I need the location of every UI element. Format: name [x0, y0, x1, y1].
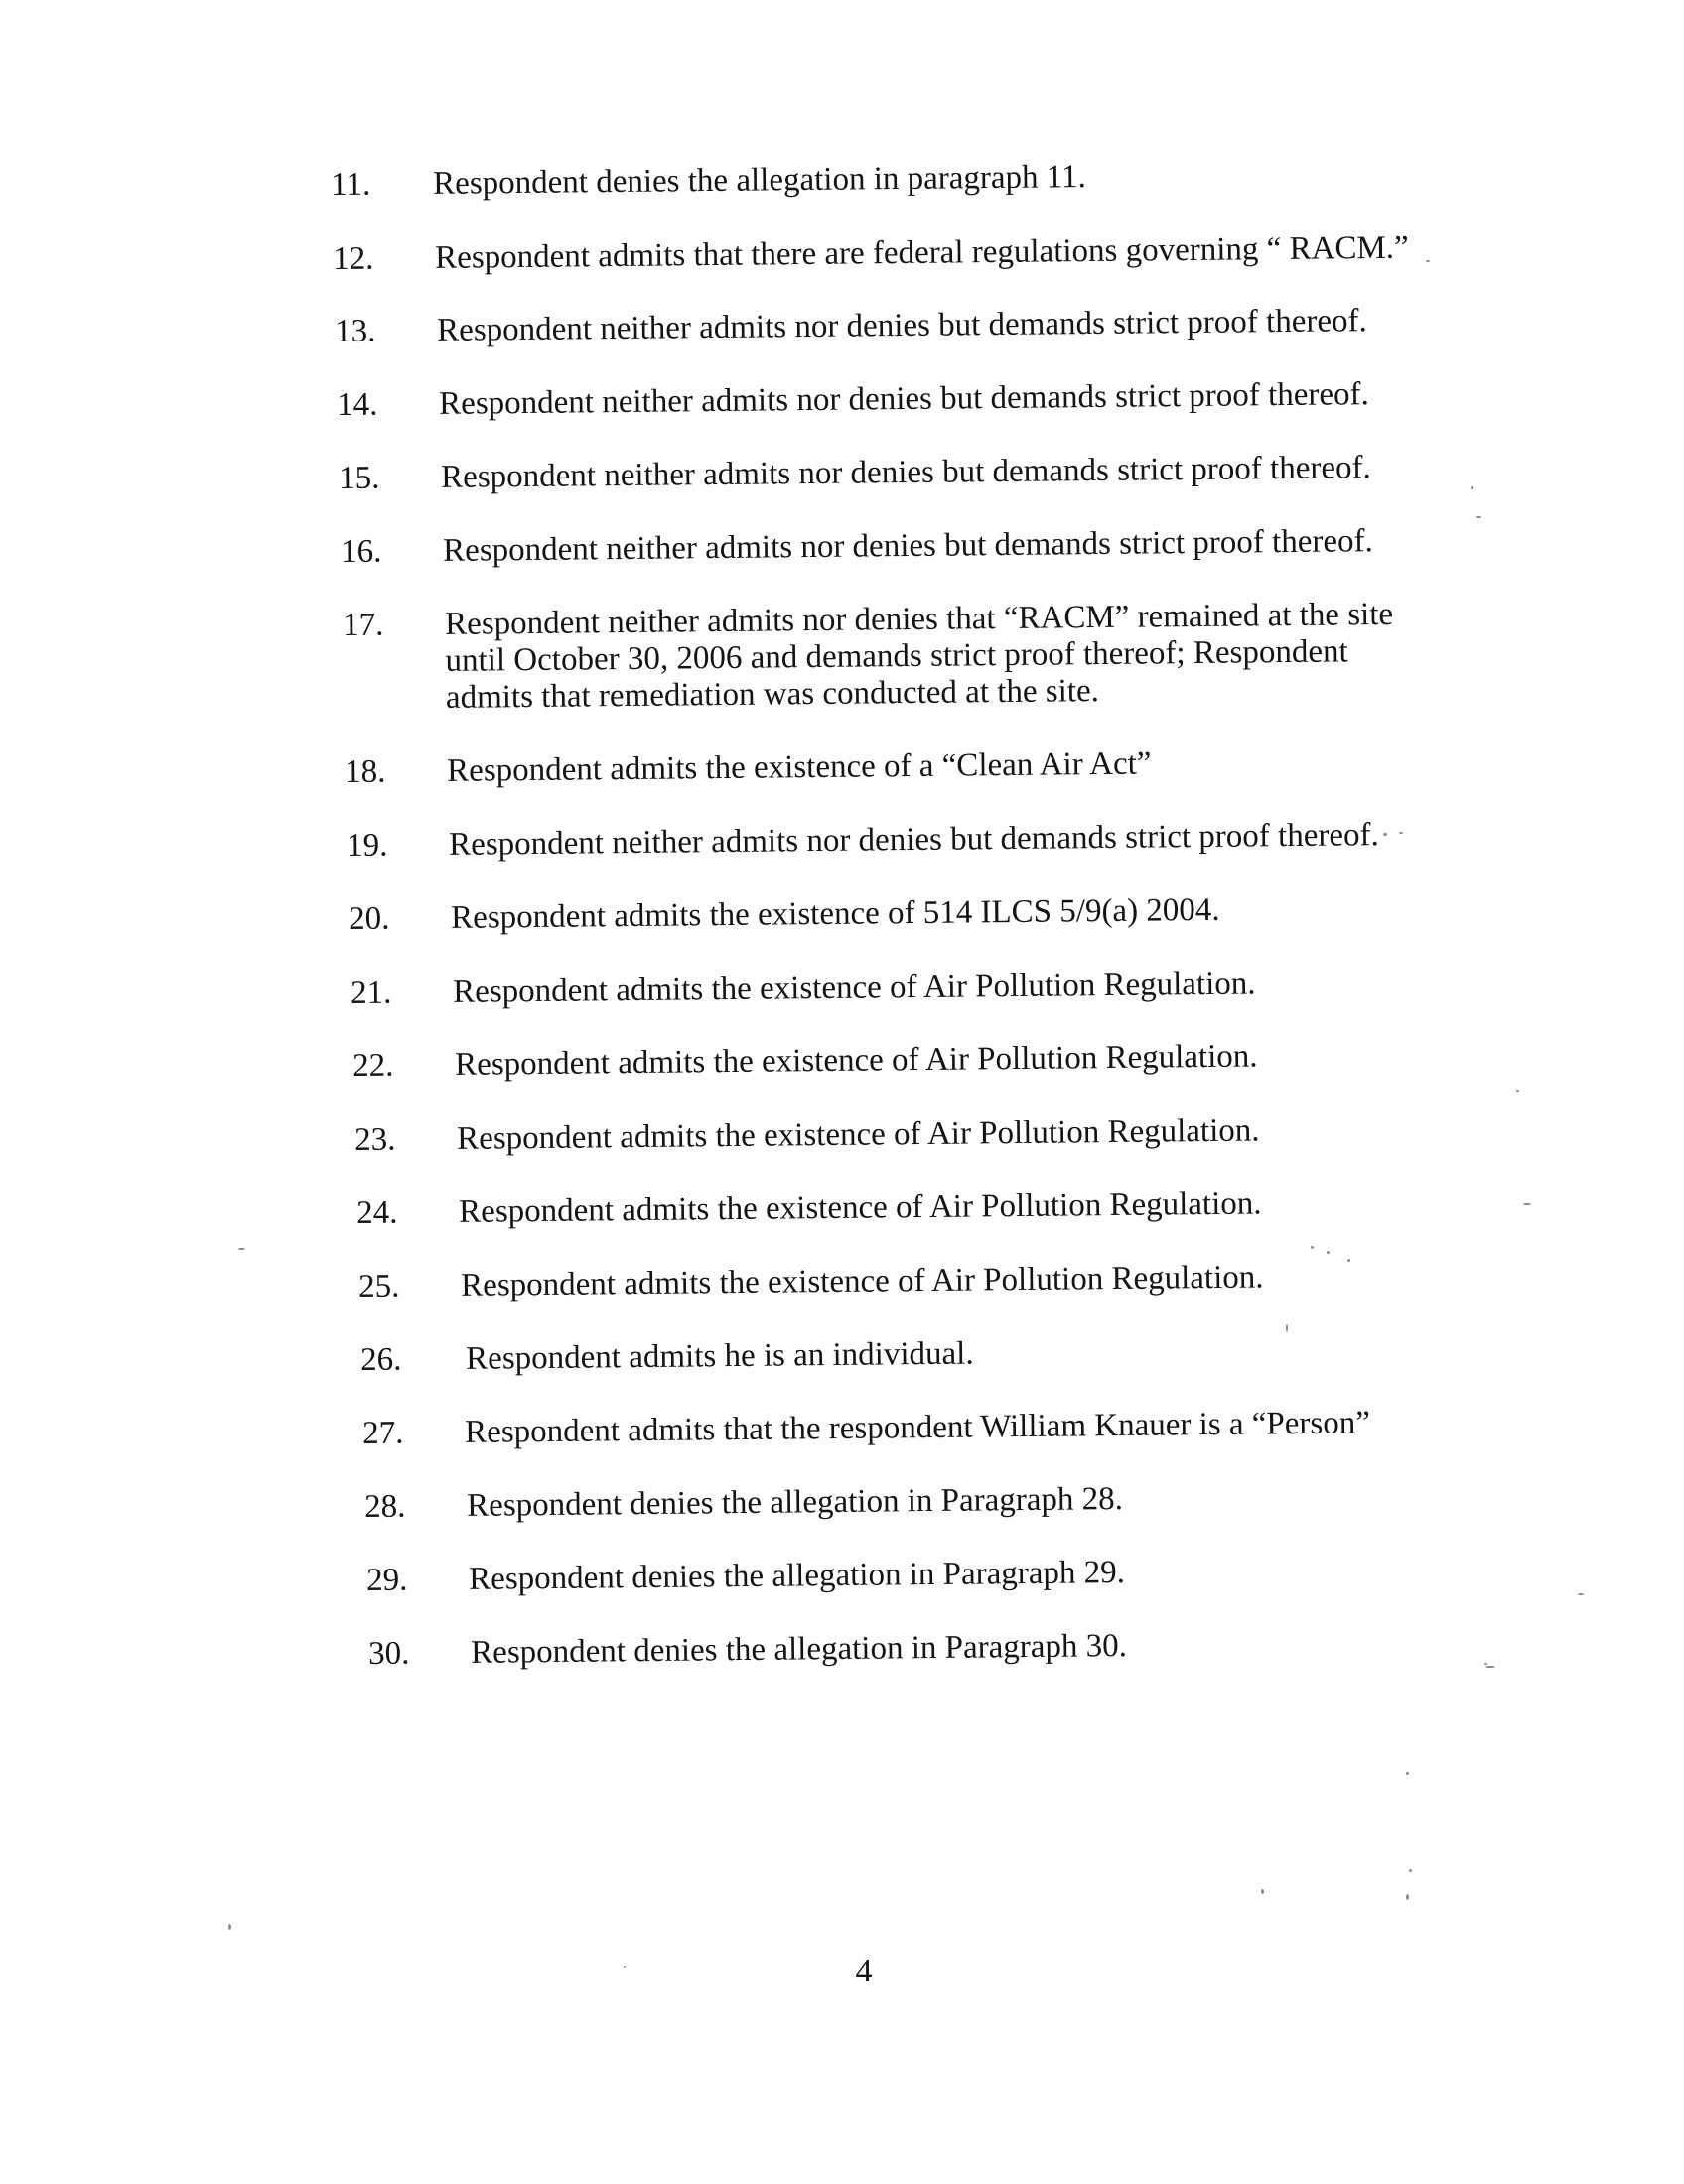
- paragraph-number: 12.: [333, 240, 374, 277]
- scan-speck: [238, 1248, 245, 1250]
- scan-speck: [1406, 1772, 1409, 1775]
- paragraph-number: 23.: [354, 1121, 396, 1158]
- paragraph-text: Respondent neither admits nor denies but demands strict proof thereof.: [448, 817, 1379, 863]
- paragraph-text: Respondent admits the existence of a “Clean Air Act”: [446, 746, 1152, 789]
- scan-speck: [1476, 516, 1481, 518]
- paragraph-number: 28.: [364, 1488, 406, 1525]
- scan-speck: [1311, 1246, 1314, 1249]
- scan-speck: [1426, 260, 1430, 262]
- paragraph-text: Respondent admits the existence of Air Pollution Regulation.: [454, 1038, 1258, 1083]
- paragraph-text: Respondent admits he is an individual.: [465, 1335, 974, 1377]
- paragraph-text: Respondent admits the existence of Air Pollution Regulation.: [460, 1259, 1264, 1303]
- paragraph-number: 25.: [358, 1268, 400, 1304]
- paragraph-number: 13.: [335, 313, 376, 349]
- paragraph-number: 29.: [366, 1562, 408, 1598]
- paragraph-text: Respondent admits that the respondent William Knauer is a “Person”: [464, 1405, 1371, 1450]
- paragraph-number: 19.: [347, 827, 388, 864]
- paragraph-number: 21.: [351, 974, 392, 1011]
- scan-speck: [1347, 1259, 1350, 1262]
- paragraph-text: Respondent admits the existence of Air Pollution Regulation.: [458, 1185, 1262, 1230]
- scan-speck: [1286, 1324, 1288, 1332]
- paragraph-text: Respondent neither admits nor denies but demands strict proof thereof.: [442, 523, 1373, 569]
- paragraph-number: 11.: [331, 166, 371, 203]
- paragraph-number: 24.: [356, 1194, 398, 1231]
- paragraph-number: 20.: [349, 900, 390, 937]
- paragraph-text: Respondent denies the allegation in Paragraph 29.: [468, 1555, 1126, 1597]
- paragraph-text: Respondent admits that there are federal regulations governing “ RACM.”: [434, 229, 1409, 276]
- paragraph-text: Respondent denies the allegation in Paragraph 28.: [466, 1481, 1124, 1524]
- scan-speck: [1399, 832, 1403, 834]
- scan-speck: [1471, 486, 1474, 489]
- paragraph-number: 16.: [341, 533, 382, 570]
- paragraph-text: Respondent denies the allegation in paragraph 11.: [432, 159, 1087, 202]
- paragraph-text: Respondent denies the allegation in Paragraph 30.: [470, 1628, 1128, 1671]
- scan-speck: [624, 1966, 626, 1968]
- scan-speck: [1578, 1593, 1584, 1595]
- paragraph-number: 30.: [368, 1635, 410, 1672]
- scan-speck: [228, 1924, 231, 1930]
- paragraph-text: Respondent admits the existence of 514 ILCS 5/9(a) 2004.: [450, 891, 1220, 936]
- scan-speck: [1485, 1666, 1495, 1668]
- paragraph-number: 26.: [360, 1341, 402, 1378]
- scan-speck: [1406, 1894, 1409, 1900]
- paragraph-text: Respondent neither admits nor denies that “RACM” remained at the site until October 30, 2006 and demands strict proof thereof; Respondent admits that remediation was conducted at the site.: [444, 596, 1394, 716]
- paragraph-text: Respondent neither admits nor denies but demands strict proof thereof.: [436, 303, 1367, 348]
- paragraph-number: 18.: [345, 753, 386, 790]
- scan-speck: [1523, 1203, 1531, 1205]
- paragraph-number: 22.: [352, 1047, 394, 1084]
- paragraph-text: Respondent admits the existence of Air Pollution Regulation.: [452, 965, 1256, 1010]
- paragraph-number: 15.: [339, 460, 380, 496]
- scan-speck: [1261, 1889, 1264, 1894]
- scan-speck: [1516, 1090, 1519, 1092]
- paragraph-text: Respondent admits the existence of Air Pollution Regulation.: [456, 1112, 1260, 1157]
- scan-speck: [1484, 1663, 1487, 1665]
- paragraph-text: Respondent neither admits nor denies but demands strict proof thereof.: [440, 450, 1371, 495]
- paragraph-number: 14.: [337, 386, 378, 423]
- paragraph-number: 27.: [362, 1415, 404, 1451]
- scan-speck: [1409, 1869, 1412, 1872]
- paragraph-number: 17.: [343, 607, 384, 643]
- paragraph-text: Respondent neither admits nor denies but demands strict proof thereof.: [438, 376, 1369, 422]
- scan-speck: [1327, 1251, 1330, 1254]
- scan-speck: [1383, 833, 1387, 836]
- page-number: 4: [855, 1953, 873, 1989]
